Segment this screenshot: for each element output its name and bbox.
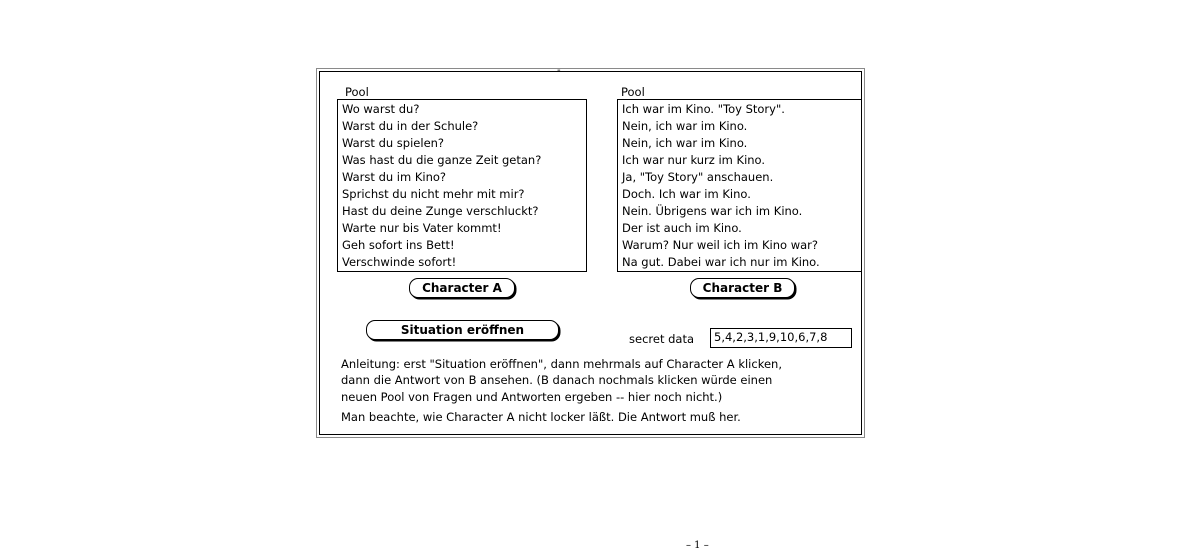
pool-a-item[interactable]: Was hast du die ganze Zeit getan? xyxy=(342,153,542,167)
pool-b-item[interactable]: Warum? Nur weil ich im Kino war? xyxy=(622,238,818,252)
pool-b-item[interactable]: Ich war nur kurz im Kino. xyxy=(622,153,766,167)
page-number: – 1 – xyxy=(686,540,709,551)
pool-a-list[interactable] xyxy=(337,99,587,272)
pool-b-item[interactable]: Nein, ich war im Kino. xyxy=(622,119,748,133)
instructions-line-1: Anleitung: erst "Situation eröffnen", dann mehrmals auf Character A klicken, xyxy=(341,357,782,371)
hypercard-window xyxy=(316,65,865,438)
pool-a-item[interactable]: Warst du im Kino? xyxy=(342,170,447,184)
pool-a-item[interactable]: Warte nur bis Vater kommt! xyxy=(342,221,502,235)
pool-a-item[interactable]: Geh sofort ins Bett! xyxy=(342,238,455,252)
pool-b-item[interactable]: Nein, ich war im Kino. xyxy=(622,136,748,150)
secret-data-field[interactable]: 5,4,2,3,1,9,10,6,7,8 xyxy=(710,328,852,348)
character-b-button[interactable]: Character B xyxy=(690,278,795,298)
pool-b-item[interactable]: Nein. Übrigens war ich im Kino. xyxy=(622,204,803,218)
pool-b-item[interactable]: Doch. Ich war im Kino. xyxy=(622,187,751,201)
pool-a-item[interactable]: Warst du in der Schule? xyxy=(342,119,479,133)
secret-data-label: secret data xyxy=(629,332,695,346)
pool-b-list[interactable] xyxy=(617,99,862,272)
pool-b-item[interactable]: Ich war im Kino. "Toy Story". xyxy=(622,102,785,116)
title-tick: - xyxy=(557,65,561,76)
pool-b-item[interactable]: Na gut. Dabei war ich nur im Kino. xyxy=(622,255,820,269)
pool-a-item[interactable]: Sprichst du nicht mehr mit mir? xyxy=(342,187,525,201)
pool-b-item[interactable]: Ja, "Toy Story" anschauen. xyxy=(622,170,774,184)
instructions-line-4: Man beachte, wie Character A nicht locker läßt. Die Antwort muß her. xyxy=(341,410,741,424)
pool-a-item[interactable]: Verschwinde sofort! xyxy=(342,255,457,269)
pool-a-item[interactable]: Hast du deine Zunge verschluckt? xyxy=(342,204,539,218)
card-frame xyxy=(319,65,862,435)
instructions-line-2: dann die Antwort von B ansehen. (B danach nochmals klicken würde einen xyxy=(341,373,773,387)
pool-b-label: Pool xyxy=(621,85,645,99)
pool-a-label: Pool xyxy=(345,85,369,99)
character-a-button[interactable]: Character A xyxy=(409,278,515,298)
pool-a-item[interactable]: Wo warst du? xyxy=(342,102,420,116)
pool-a-item[interactable]: Warst du spielen? xyxy=(342,136,445,150)
instructions-line-3: neuen Pool von Fragen und Antworten ergeben -- hier noch nicht.) xyxy=(341,390,723,404)
situation-button[interactable]: Situation eröffnen xyxy=(366,320,559,340)
pool-b-item[interactable]: Der ist auch im Kino. xyxy=(622,221,742,235)
